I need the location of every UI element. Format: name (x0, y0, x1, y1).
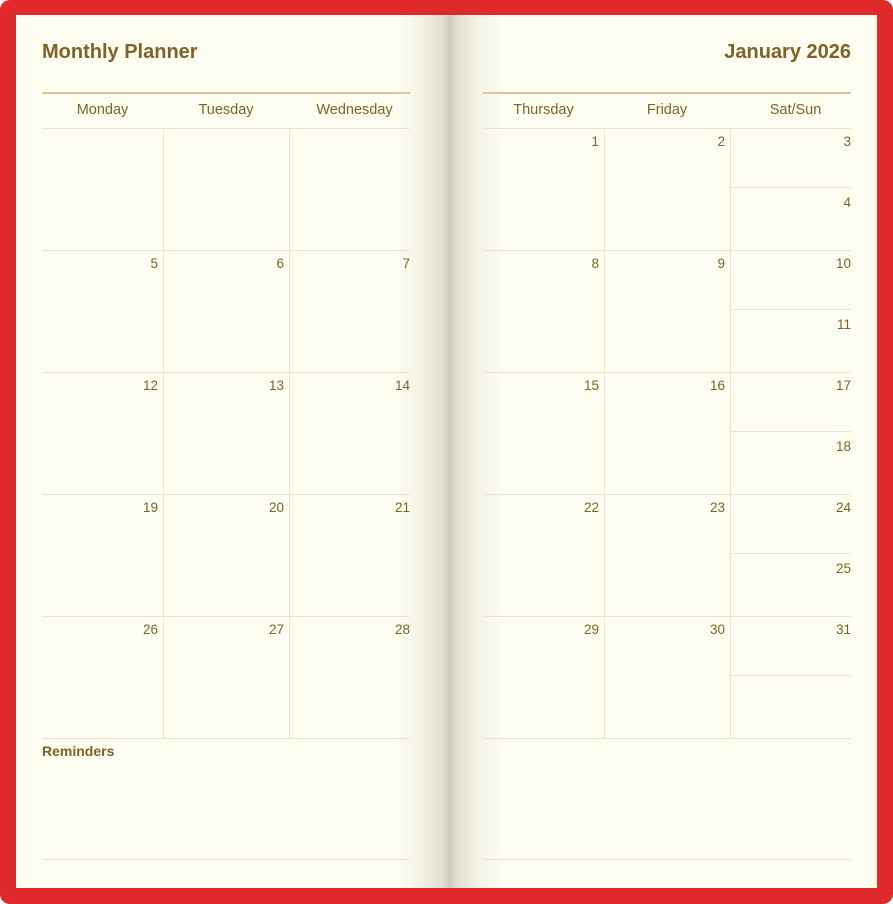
day-number: 16 (709, 378, 725, 393)
grid-row-line (483, 372, 851, 373)
grid-row-line (483, 128, 851, 129)
grid-row-line (483, 494, 851, 495)
day-number: 7 (402, 256, 410, 271)
weekday-header-friday: Friday (646, 102, 688, 118)
day-number: 12 (142, 378, 158, 393)
day-number: 22 (583, 500, 599, 515)
weekday-header-monday: Monday (76, 102, 129, 118)
day-number: 20 (268, 500, 284, 515)
day-number: 30 (709, 622, 725, 637)
day-number: 27 (268, 622, 284, 637)
grid-row-line (483, 738, 851, 739)
weekend-split-line (730, 431, 851, 432)
grid-column-line (163, 128, 164, 738)
grid-row-line (42, 128, 410, 129)
grid-row-line (42, 494, 410, 495)
day-number: 26 (142, 622, 158, 637)
weekend-split-line (730, 675, 851, 676)
reminders-label: Reminders (42, 743, 115, 759)
day-number: 9 (717, 256, 725, 271)
grid-row-line (42, 250, 410, 251)
day-number: 19 (142, 500, 158, 515)
right-header-rule (483, 92, 851, 94)
day-number: 1 (591, 134, 599, 149)
planner-title: Monthly Planner (42, 41, 198, 63)
grid-column-line (289, 128, 290, 738)
grid-column-line (730, 128, 731, 738)
day-number: 31 (835, 622, 851, 637)
day-number: 17 (835, 378, 851, 393)
day-number: 6 (276, 256, 284, 271)
day-number: 15 (583, 378, 599, 393)
day-number: 18 (835, 439, 851, 454)
day-number: 10 (835, 256, 851, 271)
weekday-header-thursday: Thursday (513, 102, 574, 118)
month-title: January 2026 (724, 41, 851, 63)
day-number: 13 (268, 378, 284, 393)
reminders-bottom-line (42, 859, 410, 860)
day-number: 11 (836, 317, 851, 332)
day-number: 24 (835, 500, 851, 515)
day-number: 3 (843, 134, 851, 149)
day-number: 21 (394, 500, 410, 515)
day-number: 2 (717, 134, 725, 149)
day-number: 4 (843, 195, 851, 210)
day-number: 5 (150, 256, 158, 271)
grid-row-line (42, 616, 410, 617)
left-header-rule (42, 92, 410, 94)
grid-column-line (604, 128, 605, 738)
day-number: 14 (394, 378, 410, 393)
weekend-split-line (730, 553, 851, 554)
grid-row-line (42, 372, 410, 373)
notes-bottom-line (483, 859, 851, 860)
weekend-split-line (730, 187, 851, 188)
weekday-header-wednesday: Wednesday (316, 102, 393, 118)
day-number: 25 (835, 561, 851, 576)
day-number: 29 (583, 622, 599, 637)
grid-row-line (483, 616, 851, 617)
day-number: 28 (394, 622, 410, 637)
grid-row-line (42, 738, 410, 739)
weekday-header-satsun: Sat/Sun (769, 102, 822, 118)
day-number: 23 (709, 500, 725, 515)
weekday-header-tuesday: Tuesday (198, 102, 254, 118)
day-number: 8 (591, 256, 599, 271)
grid-row-line (483, 250, 851, 251)
weekend-split-line (730, 309, 851, 310)
